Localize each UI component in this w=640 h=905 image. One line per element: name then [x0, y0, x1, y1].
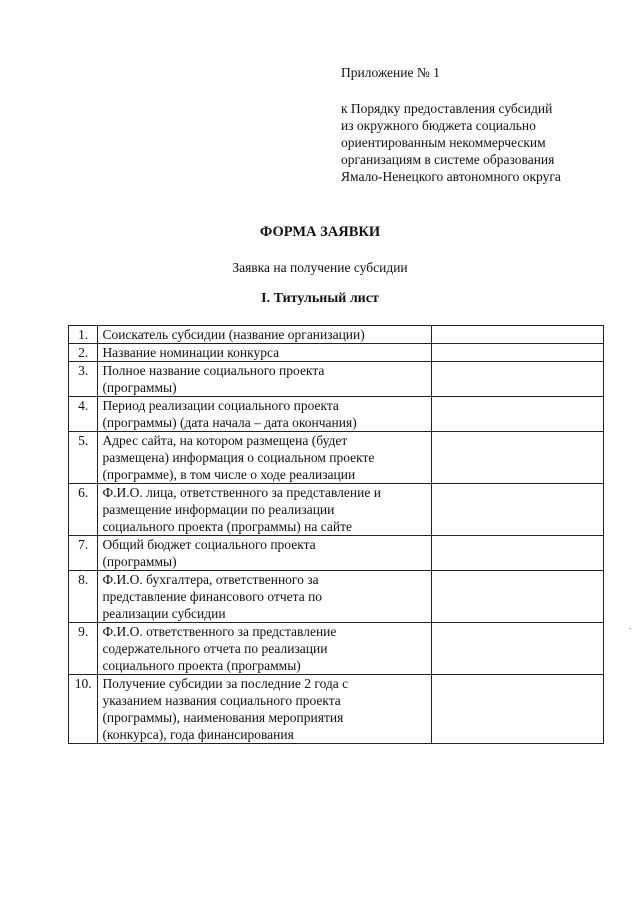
row-label-line: Период реализации социального проекта: [102, 398, 339, 413]
row-number: 1.: [69, 326, 98, 344]
row-label-line: Название номинации конкурса: [102, 345, 280, 360]
row-number: 9.: [69, 623, 98, 675]
row-label: [98, 362, 432, 397]
row-label-line: Ф.И.О. бухгалтера, ответственного за: [102, 572, 319, 587]
row-value-cell[interactable]: [432, 571, 604, 623]
row-label-line: Полное название социального проекта: [102, 363, 325, 378]
row-value-cell[interactable]: [432, 484, 604, 536]
row-label-line: социального проекта (программы): [102, 658, 301, 673]
row-number: 5.: [69, 432, 98, 484]
title-sheet-body: [69, 326, 604, 744]
table-row: [69, 675, 604, 744]
row-label-line: (программы) (дата начала – дата окончания): [102, 415, 357, 430]
appendix-line: организациям в системе образования: [341, 152, 555, 167]
row-label-line: (программы), наименования мероприятия: [102, 710, 344, 725]
table-row: [69, 571, 604, 623]
row-label: [98, 571, 432, 623]
row-label-line: Общий бюджет социального проекта: [102, 537, 316, 552]
row-value-cell[interactable]: [432, 326, 604, 344]
row-value-cell[interactable]: [432, 675, 604, 744]
row-label: [98, 536, 432, 571]
row-label: [98, 344, 432, 362]
row-label: [98, 397, 432, 432]
row-label-line: Адрес сайта, на котором размещена (будет: [102, 433, 348, 448]
row-label: [98, 484, 432, 536]
table-row: [69, 362, 604, 397]
appendix-line: Ямало-Ненецкого автономного округа: [341, 169, 561, 184]
row-label-line: размещена) информация о социальном проекте: [102, 450, 375, 465]
row-number: 8.: [69, 571, 98, 623]
form-subtitle: Заявка на получение субсидии: [232, 260, 408, 275]
row-label: [98, 675, 432, 744]
table-row: [69, 397, 604, 432]
row-label-line: (программы): [102, 554, 177, 569]
row-label-line: Ф.И.О. ответственного за представление: [102, 624, 337, 639]
row-number: 10.: [69, 675, 98, 744]
row-label-line: социального проекта (программы) на сайте: [102, 519, 353, 534]
title-sheet-table: [68, 325, 604, 744]
section-title: I. Титульный лист: [261, 291, 379, 306]
appendix-line: из окружного бюджета социально: [341, 118, 536, 133]
table-row: [69, 432, 604, 484]
row-number: 6.: [69, 484, 98, 536]
row-value-cell[interactable]: [432, 536, 604, 571]
row-label-line: содержательного отчета по реализации: [102, 641, 328, 656]
appendix-line: к Порядку предоставления субсидий: [341, 101, 553, 116]
scan-mark: [629, 628, 631, 629]
table-row: [69, 326, 604, 344]
row-label-line: реализации субсидии: [102, 606, 226, 621]
row-label: [98, 326, 432, 344]
row-label-line: Соискатель субсидии (название организации): [102, 327, 365, 342]
row-number: 7.: [69, 536, 98, 571]
appendix-header: [341, 64, 611, 185]
table-row: [69, 484, 604, 536]
appendix-number: Приложение № 1: [341, 65, 440, 80]
table-row: [69, 623, 604, 675]
row-value-cell[interactable]: [432, 344, 604, 362]
row-label-line: указанием названия социального проекта: [102, 693, 341, 708]
row-label-line: (конкурса), года финансирования: [102, 727, 294, 742]
row-label-line: представление финансового отчета по: [102, 589, 323, 604]
row-label-line: размещение информации по реализации: [102, 502, 335, 517]
form-title: ФОРМА ЗАЯВКИ: [259, 224, 381, 240]
table-row: [69, 536, 604, 571]
appendix-line: ориентированным некоммерческим: [341, 135, 546, 150]
table-row: [69, 344, 604, 362]
row-number: 2.: [69, 344, 98, 362]
row-label-line: Ф.И.О. лица, ответственного за представление и: [102, 485, 381, 500]
row-value-cell[interactable]: [432, 623, 604, 675]
row-label: [98, 623, 432, 675]
row-label-line: (программы): [102, 380, 177, 395]
row-number: 3.: [69, 362, 98, 397]
row-value-cell[interactable]: [432, 362, 604, 397]
row-label-line: Получение субсидии за последние 2 года с: [102, 676, 349, 691]
row-label-line: (программе), в том числе о ходе реализации: [102, 467, 356, 482]
row-number: 4.: [69, 397, 98, 432]
row-value-cell[interactable]: [432, 432, 604, 484]
row-value-cell[interactable]: [432, 397, 604, 432]
row-label: [98, 432, 432, 484]
